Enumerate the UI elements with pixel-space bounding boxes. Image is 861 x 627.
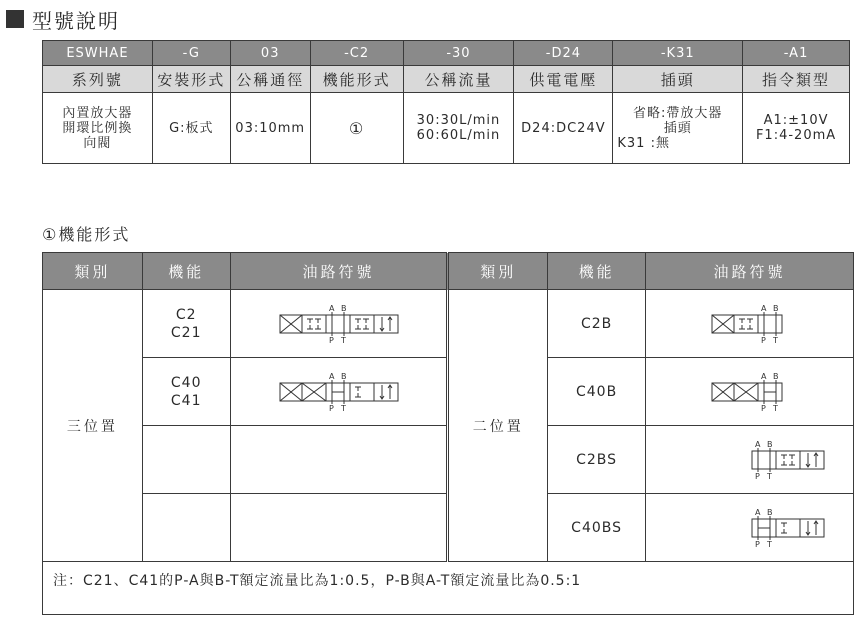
bore-value-cell: 03:10mm — [230, 93, 310, 164]
svg-text:B: B — [772, 371, 779, 381]
code-cell: -C2 — [310, 41, 403, 66]
model-label-row — [43, 66, 850, 93]
mount-value-cell: G:板式 — [152, 93, 230, 164]
svg-text:A: A — [328, 371, 334, 381]
voltage-value-cell: D24:DC24V — [514, 93, 613, 164]
symbol-cell — [230, 290, 448, 358]
note-text: 注：C21、C41的P-A與B-T額定流量比為1:0.5，P-B與A-T額定流量比為0.5:1 — [43, 562, 854, 615]
svg-text:A: A — [755, 439, 761, 449]
valve-symbol-icon — [278, 304, 400, 344]
header-symbol: 油路符號 — [646, 253, 854, 290]
code-cell: -K31 — [613, 41, 743, 66]
svg-text:T: T — [340, 403, 346, 412]
table-row — [43, 290, 854, 358]
function-form-table — [42, 252, 854, 615]
symbol-cell — [646, 358, 854, 426]
model-code-table — [42, 40, 850, 164]
valve-symbol-icon — [278, 372, 400, 412]
svg-text:B: B — [340, 303, 346, 313]
svg-text:P: P — [760, 403, 766, 412]
command-value-cell: A1:±10V F1:4-20mA — [743, 93, 850, 164]
header-function: 機能 — [548, 253, 646, 290]
label-cell: 安裝形式 — [152, 66, 230, 93]
svg-text:A: A — [760, 371, 766, 381]
empty-cell — [230, 426, 448, 494]
symbol-cell — [646, 426, 854, 494]
series-value-cell: 內置放大器 開環比例換 向閥 — [43, 93, 153, 164]
plug-value-cell: 省略:帶放大器 插頭 K31 :無 — [613, 93, 743, 164]
valve-symbol-icon — [710, 304, 790, 344]
symbol-cell — [230, 358, 448, 426]
svg-text:P: P — [760, 335, 766, 344]
three-position-category: 三位置 — [43, 290, 143, 562]
code-cell: 03 — [230, 41, 310, 66]
svg-text:T: T — [772, 335, 778, 344]
function-section-title: ①機能形式 — [42, 225, 131, 244]
valve-symbol-icon — [750, 440, 830, 480]
code-cell: -D24 — [514, 41, 613, 66]
svg-text:P: P — [328, 403, 334, 412]
note-row — [43, 562, 854, 615]
symbol-cell — [646, 494, 854, 562]
code-cell: -G — [152, 41, 230, 66]
label-cell: 指令類型 — [743, 66, 850, 93]
label-cell: 公稱通徑 — [230, 66, 310, 93]
function-code-cell: C40BS — [548, 494, 646, 562]
empty-cell — [230, 494, 448, 562]
function-code-cell: C40B — [548, 358, 646, 426]
code-cell: ESWHAE — [43, 41, 153, 66]
label-cell: 機能形式 — [310, 66, 403, 93]
model-code-row — [43, 41, 850, 66]
section-heading — [6, 5, 120, 33]
square-bullet-icon — [6, 10, 24, 28]
label-cell: 插頭 — [613, 66, 743, 93]
model-value-row — [43, 93, 850, 164]
svg-text:B: B — [767, 439, 773, 449]
code-cell: -A1 — [743, 41, 850, 66]
svg-text:A: A — [328, 303, 334, 313]
svg-text:A: A — [760, 303, 766, 313]
function-code-cell: C2BS — [548, 426, 646, 494]
function-header-row — [43, 253, 854, 290]
label-cell: 系列號 — [43, 66, 153, 93]
label-cell: 供電電壓 — [514, 66, 613, 93]
svg-text:T: T — [340, 335, 346, 344]
svg-text:B: B — [772, 303, 779, 313]
function-code-cell: C2 C21 — [142, 290, 230, 358]
svg-text:T: T — [767, 471, 772, 480]
function-code-cell: C40 C41 — [142, 358, 230, 426]
symbol-cell — [646, 290, 854, 358]
function-code-cell: C2B — [548, 290, 646, 358]
valve-symbol-icon — [750, 508, 830, 548]
svg-text:B: B — [340, 371, 346, 381]
page-title: 型號說明 — [32, 8, 120, 33]
svg-text:P: P — [755, 471, 760, 480]
header-category: 類別 — [448, 253, 548, 290]
svg-text:P: P — [755, 539, 760, 548]
empty-cell — [142, 426, 230, 494]
code-cell: -30 — [403, 41, 514, 66]
header-category: 類別 — [43, 253, 143, 290]
svg-text:A: A — [755, 507, 761, 517]
header-function: 機能 — [142, 253, 230, 290]
svg-text:T: T — [772, 403, 778, 412]
header-symbol: 油路符號 — [230, 253, 448, 290]
svg-text:T: T — [767, 539, 772, 548]
svg-text:P: P — [328, 335, 334, 344]
flow-value-cell: 30:30L/min 60:60L/min — [403, 93, 514, 164]
empty-cell — [142, 494, 230, 562]
function-value-cell: ① — [310, 93, 403, 164]
two-position-category: 二位置 — [448, 290, 548, 562]
valve-symbol-icon — [710, 372, 790, 412]
label-cell: 公稱流量 — [403, 66, 514, 93]
svg-text:B: B — [767, 507, 773, 517]
